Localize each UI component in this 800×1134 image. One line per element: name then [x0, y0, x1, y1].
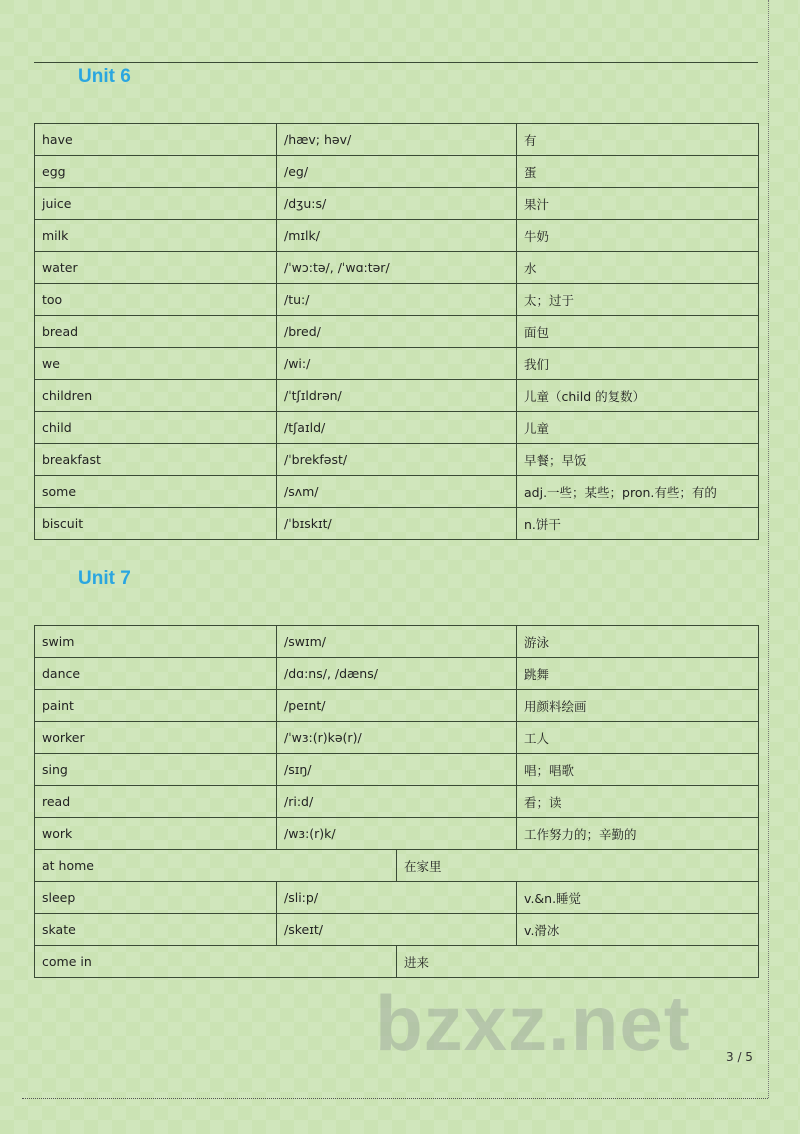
cell-meaning: 儿童	[517, 412, 759, 444]
cell-phrase: at home	[35, 850, 397, 882]
vocab-row	[35, 850, 759, 882]
header-rule	[34, 62, 758, 63]
cell-phonetic: /ˈtʃɪldrən/	[277, 380, 517, 412]
cell-word: read	[35, 786, 277, 818]
cell-meaning: v.&n.睡觉	[517, 882, 759, 914]
cell-phonetic: /swɪm/	[277, 626, 517, 658]
cell-word: egg	[35, 156, 277, 188]
cell-phonetic: /hæv; həv/	[277, 124, 517, 156]
cell-word: too	[35, 284, 277, 316]
page-border-right	[768, 0, 769, 1098]
vocab-row	[35, 690, 759, 722]
cell-phonetic: /sʌm/	[277, 476, 517, 508]
cell-phonetic: /peɪnt/	[277, 690, 517, 722]
cell-word: some	[35, 476, 277, 508]
vocab-row	[35, 476, 759, 508]
cell-word: we	[35, 348, 277, 380]
cell-meaning: 太；过于	[517, 284, 759, 316]
cell-phonetic: /tu:/	[277, 284, 517, 316]
cell-word: worker	[35, 722, 277, 754]
cell-meaning: n.饼干	[517, 508, 759, 540]
cell-phonetic: /wi:/	[277, 348, 517, 380]
unit-7-title: Unit 7	[78, 568, 131, 589]
vocab-row	[35, 786, 759, 818]
cell-meaning: 跳舞	[517, 658, 759, 690]
cell-meaning: 蛋	[517, 156, 759, 188]
cell-meaning: 在家里	[397, 850, 759, 882]
cell-word: skate	[35, 914, 277, 946]
cell-word: swim	[35, 626, 277, 658]
cell-word: have	[35, 124, 277, 156]
cell-meaning: 果汁	[517, 188, 759, 220]
cell-phonetic: /skeɪt/	[277, 914, 517, 946]
cell-meaning: 儿童（child 的复数）	[517, 380, 759, 412]
cell-word: juice	[35, 188, 277, 220]
cell-meaning: 工作努力的；辛勤的	[517, 818, 759, 850]
vocab-row	[35, 124, 759, 156]
cell-word: sing	[35, 754, 277, 786]
cell-meaning: 看；读	[517, 786, 759, 818]
vocab-row	[35, 316, 759, 348]
cell-phonetic: /sɪŋ/	[277, 754, 517, 786]
cell-meaning: 进来	[397, 946, 759, 978]
cell-word: sleep	[35, 882, 277, 914]
cell-meaning: 用颜料绘画	[517, 690, 759, 722]
cell-word: water	[35, 252, 277, 284]
cell-meaning: 水	[517, 252, 759, 284]
cell-phrase: come in	[35, 946, 397, 978]
cell-word: breakfast	[35, 444, 277, 476]
vocab-row	[35, 188, 759, 220]
cell-phonetic: /ˈbrekfəst/	[277, 444, 517, 476]
cell-phonetic: /ri:d/	[277, 786, 517, 818]
vocab-row	[35, 156, 759, 188]
vocab-row	[35, 914, 759, 946]
vocab-row	[35, 348, 759, 380]
cell-meaning: 我们	[517, 348, 759, 380]
cell-meaning: 游泳	[517, 626, 759, 658]
cell-phonetic: /dɑ:ns/, /dæns/	[277, 658, 517, 690]
vocab-row	[35, 252, 759, 284]
unit-7-vocab-table	[34, 625, 759, 978]
cell-word: children	[35, 380, 277, 412]
cell-phonetic: /ˈbɪskɪt/	[277, 508, 517, 540]
cell-phonetic: /mɪlk/	[277, 220, 517, 252]
cell-word: biscuit	[35, 508, 277, 540]
vocab-row	[35, 626, 759, 658]
vocab-row	[35, 882, 759, 914]
cell-phonetic: /sli:p/	[277, 882, 517, 914]
cell-meaning: 工人	[517, 722, 759, 754]
cell-meaning: adj.一些；某些；pron.有些；有的	[517, 476, 759, 508]
cell-phonetic: /ˈwɔ:tə/, /ˈwɑ:tər/	[277, 252, 517, 284]
vocab-row	[35, 444, 759, 476]
unit-6-title: Unit 6	[78, 66, 131, 87]
cell-word: child	[35, 412, 277, 444]
vocab-row	[35, 818, 759, 850]
cell-meaning: 早餐；早饭	[517, 444, 759, 476]
vocab-row	[35, 412, 759, 444]
vocab-row	[35, 284, 759, 316]
vocab-row	[35, 220, 759, 252]
cell-phonetic: /ˈwɜ:(r)kə(r)/	[277, 722, 517, 754]
cell-word: paint	[35, 690, 277, 722]
watermark: bzxz.net	[375, 979, 691, 1067]
cell-phonetic: /dʒu:s/	[277, 188, 517, 220]
page-number: 3 / 5	[726, 1050, 753, 1064]
cell-phonetic: /bred/	[277, 316, 517, 348]
cell-word: dance	[35, 658, 277, 690]
vocab-row	[35, 754, 759, 786]
vocab-row	[35, 508, 759, 540]
vocab-row	[35, 722, 759, 754]
cell-word: work	[35, 818, 277, 850]
cell-meaning: 有	[517, 124, 759, 156]
page-border-bottom	[22, 1098, 768, 1099]
vocab-row	[35, 946, 759, 978]
cell-meaning: v.滑冰	[517, 914, 759, 946]
cell-word: milk	[35, 220, 277, 252]
cell-phonetic: /wɜ:(r)k/	[277, 818, 517, 850]
cell-meaning: 牛奶	[517, 220, 759, 252]
cell-phonetic: /eg/	[277, 156, 517, 188]
vocab-row	[35, 380, 759, 412]
cell-meaning: 面包	[517, 316, 759, 348]
cell-word: bread	[35, 316, 277, 348]
vocab-row	[35, 658, 759, 690]
cell-meaning: 唱；唱歌	[517, 754, 759, 786]
unit-6-vocab-table	[34, 123, 759, 540]
cell-phonetic: /tʃaɪld/	[277, 412, 517, 444]
